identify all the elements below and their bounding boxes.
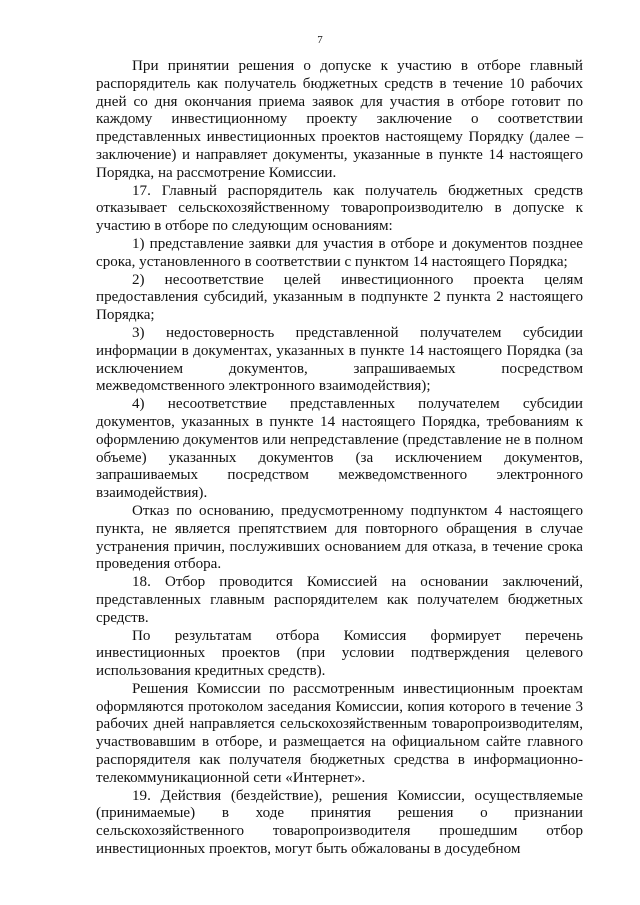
list-item-ground-4: 4) несоответствие представленных получателем субсидии документов, указанных в пункте 14 настоящего Порядка, требованиям к оформлению документов или непредставление (представление не в полном объеме) указанных документов (за исключением документов, запрашиваемых посредством межведомственного электронного взаимодействия). (96, 396, 583, 502)
paragraph-17-refusal: 17. Главный распорядитель как получатель бюджетных средств отказывает сельскохозяйственному товаропроизводителю в допуске к участию в отборе по следующим основаниям: (96, 182, 583, 235)
list-item-ground-3: 3) недостоверность представленной получателем субсидии информации в документах, указанных в пункте 14 настоящего Порядка (за исключением документов, запрашиваемых посредством межведомственного электронного взаимодействия); (96, 324, 583, 395)
paragraph-selection-results: По результатам отбора Комиссия формирует перечень инвестиционных проектов (при условии подтверждения целевого использования кредитных средств). (96, 627, 583, 680)
paragraph-19-appeal: 19. Действия (бездействие), решения Комиссии, осуществляемые (принимаемые) в ходе принятия решения о признании сельскохозяйственного товаропроизводителя прошедшим отбор инвестиционных проектов, могут быть обжалованы в досудебном (96, 787, 583, 858)
paragraph-commission-decisions: Решения Комиссии по рассмотренным инвестиционным проектам оформляются протоколом заседания Комиссии, копия которого в течение 3 рабочих дней направляется сельскохозяйственным товаропроизводителям, участвовавшим в отборе, и размещается на официальном сайте главного распорядителя как получателя бюджетных средства в информационно-телекоммуникационной сети «Интернет». (96, 680, 583, 786)
document-body (96, 58, 583, 859)
list-item-ground-2: 2) несоответствие целей инвестиционного проекта целям предоставления субсидий, указанным в подпункте 2 пункта 2 настоящего Порядка; (96, 271, 583, 324)
paragraph-refusal-note: Отказ по основанию, предусмотренному подпунктом 4 настоящего пункта, не является препятствием для повторного обращения в случае устранения причин, послуживших основанием для отказа, в течение срока проведения отбора. (96, 502, 583, 573)
page-number: 7 (317, 34, 323, 46)
paragraph-decision-admission: При принятии решения о допуске к участию в отборе главный распорядитель как получатель бюджетных средств в течение 10 рабочих дней со дня окончания приема заявок для участия в отборе готовит по каждому инвестиционному проекту заключение о соответствии представленных инвестиционных проектов настоящему Порядку (далее – заключение) и направляет документы, указанные в пункте 14 настоящего Порядка, на рассмотрение Комиссии. (96, 58, 583, 181)
list-item-ground-1: 1) представление заявки для участия в отборе и документов позднее срока, установленного в соответствии с пунктом 14 настоящего Порядка; (96, 235, 583, 270)
paragraph-18-selection: 18. Отбор проводится Комиссией на основании заключений, представленных главным распорядителем как получателем бюджетных средств. (96, 574, 583, 626)
